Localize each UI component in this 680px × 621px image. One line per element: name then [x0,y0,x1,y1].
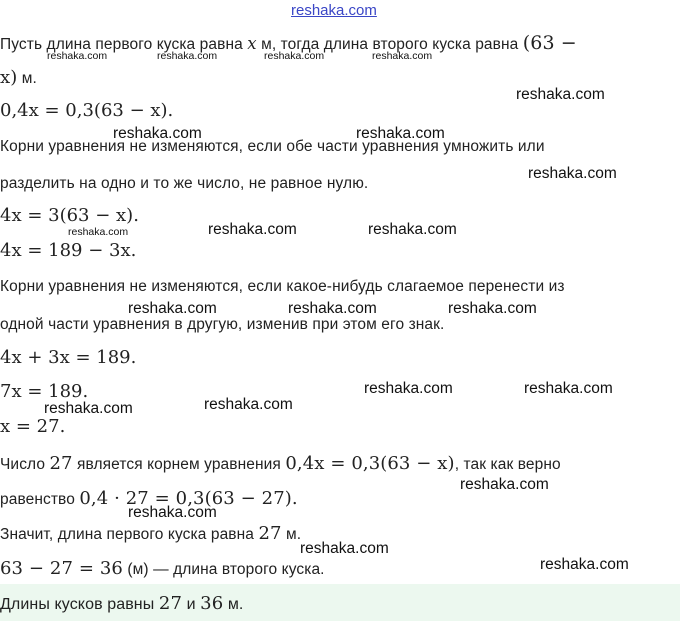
math-number: 36 [200,593,224,614]
watermark: reshaka.com [288,300,377,317]
equation: 0,4x = 0,3(63 − x). [0,100,174,121]
text-segment: является корнем уравнения [77,456,281,473]
watermark: reshaka.com [44,400,133,417]
equation: 4x = 189 − 3x. [0,240,137,261]
text-segment: и [186,596,196,613]
text-line: Корни уравнения не изменяются, если какое-нибудь слагаемое перенести из [0,278,565,295]
math-var: x [247,34,257,53]
text-segment: (м) — длина второго куска. [127,561,325,578]
answer-text [0,593,243,614]
equation: 4x + 3x = 189. [0,347,137,368]
equation: x = 27. [0,416,66,437]
watermark: reshaka.com [208,221,297,238]
math-expression: x) [0,67,18,88]
text-segment: Пусть длина первого куска равна [0,36,243,53]
watermark: reshaka.com [68,226,129,238]
watermark: reshaka.com [368,221,457,238]
math-expression: 63 − 27 = 36 [0,558,123,579]
text-line: разделить на одно и то же число, не равное нулю. [0,175,369,192]
watermark: reshaka.com [356,125,445,142]
watermark: reshaka.com [540,556,629,573]
text-line [0,523,301,544]
watermark: reshaka.com [448,300,537,317]
text-line [0,558,325,579]
watermark: reshaka.com [516,86,605,103]
watermark: reshaka.com [157,50,218,62]
equation: 7x = 189. [0,381,89,402]
text-segment: Длины кусков равны [0,596,155,613]
watermark: reshaka.com [128,504,217,521]
text-line: одной части уравнения в другую, изменив при этом его знак. [0,316,445,333]
text-line [0,67,37,88]
watermark: reshaka.com [364,380,453,397]
watermark: reshaka.com [264,50,325,62]
watermark: reshaka.com [47,50,108,62]
math-number: 27 [158,593,183,614]
watermark: reshaka.com [128,300,217,317]
watermark: reshaka.com [460,476,549,493]
watermark: reshaka.com [300,540,389,557]
watermark: reshaka.com [372,50,433,62]
answer-box [0,584,680,621]
math-number: 27 [49,453,73,474]
text-segment: равенство [0,491,75,508]
watermark: reshaka.com [524,380,613,397]
text-segment: Значит, длина первого куска равна [0,526,255,543]
math-expression: 0,4x = 0,3(63 − x) [285,453,455,474]
equation: 4x = 3(63 − x). [0,205,139,226]
math-expression: 0,4 · 27 = 0,3(63 − 27). [79,488,298,509]
text-segment: м, тогда длина второго куска равна [261,36,519,53]
text-segment: Число [0,456,46,473]
watermark: reshaka.com [528,165,617,182]
text-segment: м. [21,70,37,87]
text-segment: , так как верно [454,456,561,473]
watermark: reshaka.com [204,396,293,413]
text-segment: м. [285,526,302,543]
text-line: Корни уравнения не изменяются, если обе части уравнения умножить или [0,138,545,155]
site-link[interactable]: reshaka.com [291,2,377,19]
text-line [0,453,561,474]
text-segment: м. [227,596,244,613]
watermark: reshaka.com [113,125,202,142]
math-number: 27 [258,523,282,544]
math-expression: (63 − [522,32,577,54]
